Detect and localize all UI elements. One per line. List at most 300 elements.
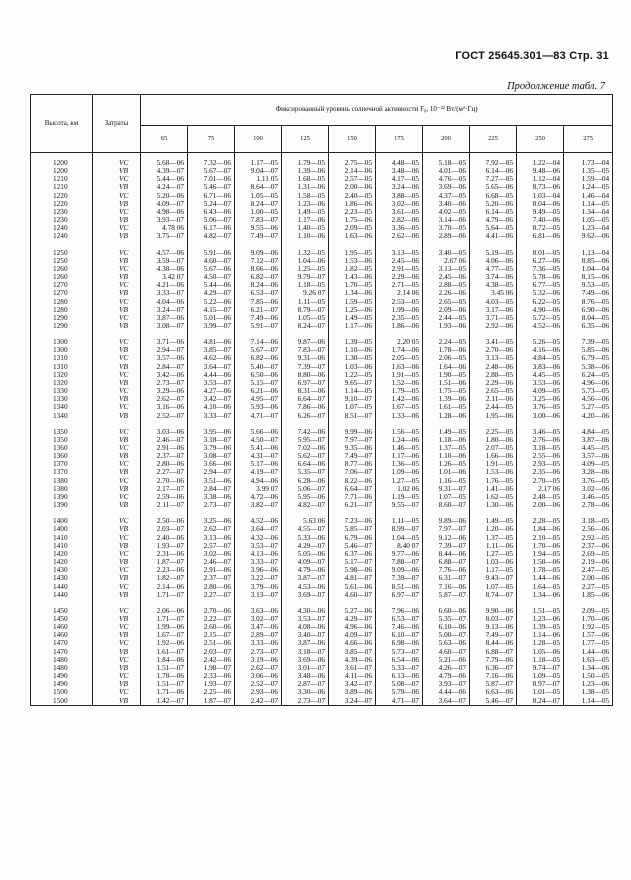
value-cell: 1.37—05 [470, 534, 517, 542]
altitude-cell: 1330 [31, 395, 93, 403]
value-cell: 4.94—06 [235, 477, 282, 485]
value-cell: 3.02—07 [235, 615, 282, 623]
cost-cell: VB [93, 631, 141, 639]
value-cell: 3.59—07 [141, 257, 188, 265]
value-cell: 3.22—07 [235, 574, 282, 582]
table-row [31, 273, 613, 281]
value-cell: 4.29—07 [329, 615, 376, 623]
value-cell: 1.98—07 [188, 664, 235, 672]
value-cell: 2.75—05 [329, 153, 376, 168]
value-cell: 3.40—06 [423, 200, 470, 208]
value-cell: 5.41—06 [235, 444, 282, 452]
value-cell: 4.27—06 [188, 387, 235, 395]
value-cell: 6.53—07 [376, 615, 423, 623]
value-cell: 3.82—07 [235, 501, 282, 509]
value-cell: 9.89—06 [423, 517, 470, 525]
value-cell: 6.21—07 [329, 501, 376, 509]
value-cell: 7.49—06 [564, 289, 613, 297]
value-cell: 1.78—05 [517, 566, 564, 574]
cost-cell: VC [93, 607, 141, 615]
value-cell: 9.12—06 [423, 534, 470, 542]
value-cell: 2.73—07 [188, 501, 235, 509]
value-cell: 1.04—04 [564, 265, 613, 273]
group-spacer [31, 241, 613, 249]
value-cell: 3.69—07 [282, 591, 329, 599]
cost-cell: VC [93, 249, 141, 257]
value-cell: 6.37—06 [329, 550, 376, 558]
altitude-cell: 1260 [31, 265, 93, 273]
value-cell: 4.01—06 [423, 167, 470, 175]
value-cell: 4.41—06 [470, 232, 517, 240]
value-cell: 7.97—07 [423, 525, 470, 533]
density-table [30, 94, 613, 706]
value-cell: 1.51—07 [141, 664, 188, 672]
value-cell: 5.20—06 [141, 192, 188, 200]
altitude-cell: 1350 [31, 436, 93, 444]
value-cell: 2.09—05 [329, 224, 376, 232]
value-cell: 3.57—06 [141, 354, 188, 362]
value-cell: 8.04—05 [564, 314, 613, 322]
table-row [31, 452, 613, 460]
value-cell: 5.46—07 [329, 542, 376, 550]
value-cell: 1.14—05 [564, 697, 613, 706]
value-cell: 2.00—06 [517, 501, 564, 509]
value-cell: 1.85—06 [564, 591, 613, 599]
value-cell: 1.71—07 [141, 591, 188, 599]
value-cell: 9.48—06 [517, 167, 564, 175]
value-cell: 6.60—06 [423, 607, 470, 615]
table-row [31, 216, 613, 224]
value-cell: 2.91—06 [188, 566, 235, 574]
value-cell: 1.32—05 [282, 249, 329, 257]
cost-cell: VB [93, 257, 141, 265]
value-cell: 6.88—07 [470, 648, 517, 656]
value-cell: 5.87—07 [470, 680, 517, 688]
value-cell: 2.67 06 [423, 257, 470, 265]
value-cell: 5.38—06 [564, 363, 613, 371]
value-cell: 1.41—06 [470, 485, 517, 493]
value-cell: 5.91—07 [235, 322, 282, 330]
value-cell: 4.81—07 [329, 574, 376, 582]
value-cell: 5.63 06 [282, 517, 329, 525]
value-cell: 2.62—07 [188, 525, 235, 533]
value-cell: 1.04—05 [376, 534, 423, 542]
value-cell: 9.53—05 [564, 281, 613, 289]
altitude-cell: 1290 [31, 314, 93, 322]
value-cell: 1.77—05 [564, 639, 613, 647]
value-cell: 4.29—07 [282, 542, 329, 550]
value-cell: 7.49—07 [470, 631, 517, 639]
value-cell: 6.36—07 [470, 664, 517, 672]
value-cell: 1.84—06 [141, 656, 188, 664]
cost-cell: VB [93, 501, 141, 509]
value-cell: 1.28—06 [423, 412, 470, 420]
value-cell: 8.01—05 [517, 249, 564, 257]
group-spacer [31, 509, 613, 517]
value-cell: 4.84—05 [517, 354, 564, 362]
value-cell: 2.22—07 [188, 615, 235, 623]
group-spacer [31, 599, 613, 607]
altitude-cell: 1440 [31, 583, 93, 591]
table-row [31, 167, 613, 175]
value-cell: 4.55—07 [282, 525, 329, 533]
value-cell: 6.35—06 [564, 322, 613, 330]
altitude-cell: 1250 [31, 257, 93, 265]
cost-cell: VB [93, 200, 141, 208]
value-cell: 2.42—06 [188, 656, 235, 664]
value-cell: 2.35—05 [376, 314, 423, 322]
value-cell: 2.69—05 [564, 550, 613, 558]
value-cell: 3.88—05 [376, 192, 423, 200]
value-cell: 3.53—07 [282, 615, 329, 623]
value-cell: 6.97—07 [376, 591, 423, 599]
altitude-cell: 1230 [31, 208, 93, 216]
value-cell: 1.05—06 [517, 648, 564, 656]
altitude-cell: 1290 [31, 322, 93, 330]
value-cell: 1.39—06 [282, 167, 329, 175]
altitude-cell: 1230 [31, 216, 93, 224]
value-cell: 3.53—07 [235, 542, 282, 550]
altitude-cell: 1440 [31, 591, 93, 599]
value-cell: 8.51—07 [329, 412, 376, 420]
value-cell: 2.27—05 [564, 583, 613, 591]
value-cell: 2.82—06 [376, 216, 423, 224]
altitude-cell: 1410 [31, 534, 93, 542]
value-cell: 3.61—05 [376, 208, 423, 216]
value-cell: 3.00—06 [517, 412, 564, 420]
table-row [31, 639, 613, 647]
table-row [31, 200, 613, 208]
altitude-cell: 1460 [31, 631, 93, 639]
value-cell: 1.82—07 [141, 574, 188, 582]
value-cell: 1.42—06 [376, 395, 423, 403]
value-cell: 5.66—06 [235, 428, 282, 436]
value-cell: 1.64—06 [423, 363, 470, 371]
value-cell: 1.87—07 [141, 558, 188, 566]
altitude-cell: 1430 [31, 574, 93, 582]
value-cell: 5.68—06 [141, 153, 188, 168]
value-cell: 1.49—05 [423, 428, 470, 436]
value-cell: 1.23—04 [564, 224, 613, 232]
cost-cell: VC [93, 444, 141, 452]
value-cell: 1.14—05 [329, 387, 376, 395]
value-cell: 5.32—06 [517, 289, 564, 297]
value-cell: 1.17—05 [235, 153, 282, 168]
value-cell: 3.18—07 [188, 436, 235, 444]
value-cell: 5.63—06 [423, 639, 470, 647]
value-cell: 5.85—06 [564, 346, 613, 354]
value-cell: 5.93—06 [235, 403, 282, 411]
value-cell: 3.30—06 [282, 688, 329, 696]
cost-cell: VC [93, 639, 141, 647]
altitude-cell: 1360 [31, 452, 93, 460]
value-cell: 8.72—05 [517, 224, 564, 232]
value-cell: 3.46—05 [517, 428, 564, 436]
value-cell: 2.07—05 [470, 444, 517, 452]
value-cell: 1.62—05 [470, 493, 517, 501]
table-row [31, 656, 613, 664]
value-cell: 1.59—04 [564, 175, 613, 183]
value-cell: 1.17—06 [376, 452, 423, 460]
value-cell: 7.83—07 [282, 346, 329, 354]
value-cell: 6.50—06 [235, 371, 282, 379]
altitude-cell: 1220 [31, 192, 93, 200]
table-row [31, 289, 613, 297]
value-cell: 2.35—06 [517, 468, 564, 476]
cost-cell: VB [93, 664, 141, 672]
value-cell: 7.40—06 [517, 216, 564, 224]
value-cell: 2.37—07 [188, 574, 235, 582]
value-cell: 2.06—05 [423, 354, 470, 362]
value-cell: 2.14—06 [141, 583, 188, 591]
value-cell: 2.11—07 [141, 501, 188, 509]
value-cell: 4.79—06 [282, 566, 329, 574]
value-cell: 5.20—06 [470, 200, 517, 208]
value-cell: 3.96—06 [235, 566, 282, 574]
value-cell: 2.48—06 [470, 363, 517, 371]
value-cell: 1.20—06 [470, 525, 517, 533]
value-cell: 8.60—07 [423, 501, 470, 509]
value-cell: 2.03—07 [188, 648, 235, 656]
altitude-cell: 1420 [31, 550, 93, 558]
value-cell: 1.34—06 [517, 591, 564, 599]
value-cell: 4.09—05 [564, 460, 613, 468]
column-header: 125 [282, 126, 329, 153]
value-cell: 2.76—06 [517, 436, 564, 444]
value-cell: 1.87—07 [188, 697, 235, 706]
value-cell: 7.79—06 [470, 656, 517, 664]
value-cell: 1.90—05 [423, 371, 470, 379]
value-cell: 8.15—06 [564, 273, 613, 281]
table-row [31, 623, 613, 631]
value-cell: 1.02 06 [376, 485, 423, 493]
value-cell: 4.81—06 [188, 338, 235, 346]
value-cell: 1.13—04 [564, 249, 613, 257]
value-cell: 2.91—06 [141, 444, 188, 452]
altitude-cell: 1210 [31, 175, 93, 183]
value-cell: 4.04—06 [141, 298, 188, 306]
column-header: 150 [329, 126, 376, 153]
altitude-cell: 1380 [31, 485, 93, 493]
value-cell: 2.09—06 [423, 306, 470, 314]
value-cell: 7.46—06 [376, 623, 423, 631]
altitude-cell: 1490 [31, 680, 93, 688]
table-row [31, 542, 613, 550]
value-cell: 1.49—05 [329, 314, 376, 322]
cost-cell: VB [93, 289, 141, 297]
value-cell: 7.83—07 [235, 216, 282, 224]
altitude-cell: 1220 [31, 200, 93, 208]
column-header: 200 [423, 126, 470, 153]
value-cell: 4.06—06 [470, 257, 517, 265]
value-cell: 5.08—07 [376, 680, 423, 688]
table-row [31, 338, 613, 346]
table-row [31, 175, 613, 183]
altitude-cell: 1500 [31, 688, 93, 696]
value-cell: 1.93—07 [188, 680, 235, 688]
value-cell: 2.29—06 [376, 273, 423, 281]
cost-cell: VB [93, 273, 141, 281]
value-cell: 3.69—06 [423, 183, 470, 191]
value-cell: 3.08—07 [141, 322, 188, 330]
value-cell: 5.00—07 [423, 631, 470, 639]
table-row [31, 631, 613, 639]
value-cell: 2.73—07 [141, 379, 188, 387]
value-cell: 1.70—05 [329, 281, 376, 289]
value-cell: 8.66—06 [235, 265, 282, 273]
value-cell: 5.27—06 [329, 607, 376, 615]
value-cell: 1.84—06 [517, 525, 564, 533]
value-cell: 8.24—07 [517, 697, 564, 706]
value-cell: 6.64—07 [329, 485, 376, 493]
value-cell: 3.64—07 [235, 525, 282, 533]
value-cell: 1.05—05 [235, 192, 282, 200]
value-cell: 2.70—06 [188, 607, 235, 615]
solar-activity-header: Фиксированный уровень солнечной активности F₀, 10⁻²² Вт/(м²·Гц) [141, 95, 613, 126]
value-cell: 9.65—07 [329, 379, 376, 387]
value-cell: 4.79—06 [470, 216, 517, 224]
value-cell: 2.48—05 [517, 493, 564, 501]
value-cell: 3.48—06 [376, 167, 423, 175]
value-cell: 1.01—06 [423, 468, 470, 476]
value-cell: 8.85—06 [564, 257, 613, 265]
table-row [31, 403, 613, 411]
value-cell: 2.91—05 [376, 265, 423, 273]
altitude-cell: 1310 [31, 354, 93, 362]
value-cell: 8.44—06 [470, 639, 517, 647]
value-cell: 5.98—06 [329, 566, 376, 574]
altitude-cell: 1500 [31, 697, 93, 706]
value-cell: 1.86—06 [376, 322, 423, 330]
value-cell: 1.39—06 [423, 395, 470, 403]
value-cell: 3.13—05 [470, 354, 517, 362]
value-cell: 1.24—06 [376, 436, 423, 444]
value-cell: 3.13—05 [423, 265, 470, 273]
value-cell: 1.67—05 [376, 403, 423, 411]
altitude-cell: 1320 [31, 371, 93, 379]
value-cell: 4.44—06 [423, 688, 470, 696]
value-cell: 4.17—05 [376, 175, 423, 183]
value-cell: 3.99 07 [235, 485, 282, 493]
value-cell: 2.11—06 [470, 395, 517, 403]
value-cell: 1.71—07 [141, 615, 188, 623]
value-cell: 1.30—05 [329, 354, 376, 362]
value-cell: 9.49—05 [517, 208, 564, 216]
table-row [31, 477, 613, 485]
value-cell: 4.31—07 [235, 452, 282, 460]
value-cell: 1.61—07 [141, 648, 188, 656]
value-cell: 1.94—05 [517, 550, 564, 558]
value-cell: 7.76—06 [423, 566, 470, 574]
value-cell: 3.53—06 [517, 379, 564, 387]
value-cell: 3.18—05 [564, 517, 613, 525]
value-cell: 2.59—06 [141, 493, 188, 501]
value-cell: 1.35—05 [564, 167, 613, 175]
value-cell: 2.46—07 [188, 558, 235, 566]
table-row [31, 346, 613, 354]
cost-cell: VB [93, 436, 141, 444]
value-cell: 3.85—07 [188, 346, 235, 354]
value-cell: 8.24—07 [282, 322, 329, 330]
table-row [31, 153, 613, 168]
cost-cell: VB [93, 395, 141, 403]
value-cell: 2.87—07 [282, 680, 329, 688]
value-cell: 6.26—07 [282, 412, 329, 420]
altitude-cell: 1200 [31, 167, 93, 175]
value-cell: 2.89—06 [423, 232, 470, 240]
altitude-cell: 1480 [31, 664, 93, 672]
altitude-cell: 1280 [31, 298, 93, 306]
table-row [31, 363, 613, 371]
value-cell: 4.09—07 [282, 558, 329, 566]
table-row [31, 232, 613, 240]
table-row [31, 615, 613, 623]
value-cell: 2.33—06 [188, 672, 235, 680]
value-cell: 3.42—07 [329, 680, 376, 688]
value-cell: 6.10—06 [423, 623, 470, 631]
value-cell: 6.21—06 [235, 387, 282, 395]
value-cell: 3.61—07 [329, 664, 376, 672]
value-cell: 3.76—05 [564, 477, 613, 485]
value-cell: 2.92—05 [564, 534, 613, 542]
value-cell: 1.17—05 [470, 566, 517, 574]
table-row [31, 672, 613, 680]
value-cell: 8.31—06 [282, 387, 329, 395]
value-cell: 5.24—07 [188, 200, 235, 208]
value-cell: 1.91—05 [470, 460, 517, 468]
value-cell: 1.51—07 [141, 680, 188, 688]
value-cell: 9.31—07 [423, 485, 470, 493]
value-cell: 1.14—06 [517, 631, 564, 639]
table-row [31, 664, 613, 672]
value-cell: 9.09—06 [235, 249, 282, 257]
value-cell: 4.62—06 [188, 354, 235, 362]
table-row [31, 688, 613, 696]
value-cell: 6.71—06 [188, 192, 235, 200]
value-cell: 1.34—04 [564, 208, 613, 216]
altitude-cell: 1310 [31, 363, 93, 371]
altitude-cell: 1460 [31, 623, 93, 631]
value-cell: 6.31—07 [423, 574, 470, 582]
value-cell: 4.16—06 [517, 346, 564, 354]
value-cell: 2.17 06 [517, 485, 564, 493]
value-cell: 1.56—05 [376, 428, 423, 436]
altitude-cell: 1270 [31, 281, 93, 289]
value-cell: 1.51—05 [517, 607, 564, 615]
value-cell: 6.97—07 [282, 379, 329, 387]
table-row [31, 648, 613, 656]
table-row [31, 412, 613, 420]
value-cell: 5.64—05 [470, 224, 517, 232]
value-cell: 2.37—07 [141, 452, 188, 460]
value-cell: 9.77—06 [376, 550, 423, 558]
table-row [31, 257, 613, 265]
value-cell: 1.10—06 [329, 346, 376, 354]
value-cell: 6.27—06 [517, 257, 564, 265]
value-cell: 4.53—06 [282, 583, 329, 591]
value-cell: 3.42—07 [188, 395, 235, 403]
altitude-cell: 1300 [31, 346, 93, 354]
value-cell: 1.71—06 [141, 688, 188, 696]
value-cell: 3.87—06 [141, 314, 188, 322]
value-cell: 1.16—05 [423, 477, 470, 485]
value-cell: 1.17—06 [282, 216, 329, 224]
table-row [31, 697, 613, 706]
value-cell: 1.00—05 [235, 208, 282, 216]
value-cell: 3.25—06 [188, 517, 235, 525]
value-cell: 7.49—06 [235, 314, 282, 322]
value-cell: 1.67—07 [141, 631, 188, 639]
